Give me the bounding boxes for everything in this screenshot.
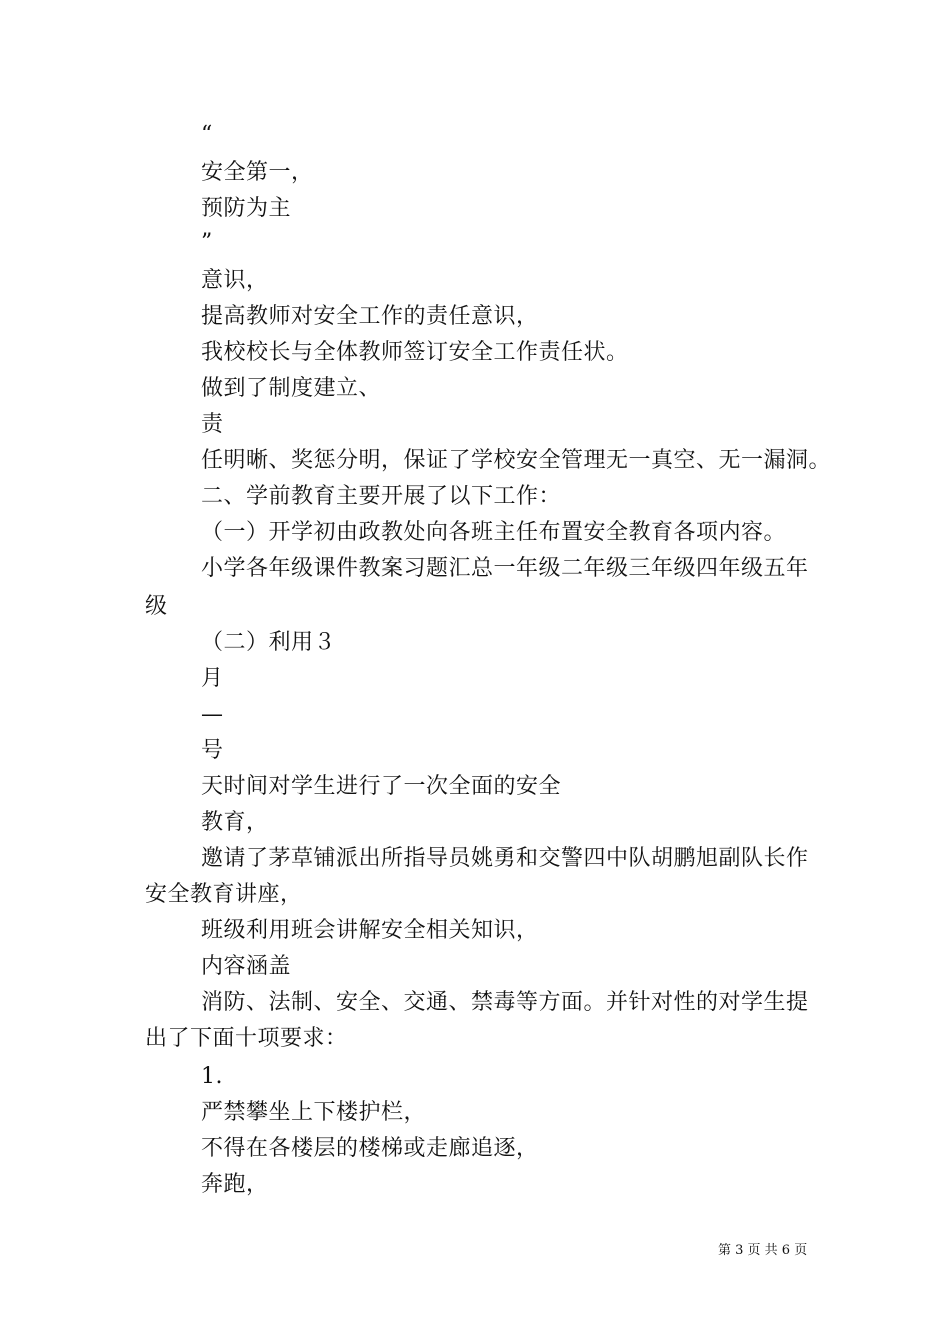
text-line: 1. — [201, 1064, 223, 1089]
text-line: 安全教育讲座， — [145, 882, 303, 907]
text-line: 安全第一， — [201, 160, 314, 185]
text-line: （二）利用３ — [201, 630, 337, 655]
text-line: 任明晰、奖惩分明，保证了学校安全管理无一真空、无一漏洞。 — [201, 448, 832, 473]
text-line: 我校校长与全体教师签订安全工作责任状。 — [201, 340, 629, 365]
text-line: 意识， — [201, 268, 269, 293]
text-line: 班级利用班会讲解安全相关知识， — [201, 918, 539, 943]
text-line: （一）开学初由政教处向各班主任布置安全教育各项内容。 — [201, 520, 787, 545]
text-line: 号 — [201, 738, 224, 763]
text-line: ” — [201, 230, 213, 255]
text-line: 奔跑， — [201, 1172, 269, 1197]
text-line: 教育， — [201, 810, 269, 835]
text-line: 月 — [201, 666, 224, 691]
text-line: 邀请了茅草铺派出所指导员姚勇和交警四中队胡鹏旭副队长作 — [201, 846, 809, 871]
text-line: 出了下面十项要求： — [145, 1026, 348, 1051]
text-line: 责 — [201, 412, 224, 437]
text-line: 严禁攀坐上下楼护栏， — [201, 1100, 427, 1125]
text-line: 天时间对学生进行了一次全面的安全 — [201, 774, 562, 799]
text-line: 二、学前教育主要开展了以下工作： — [201, 484, 562, 509]
text-line: — — [201, 702, 224, 727]
text-line: 不得在各楼层的楼梯或走廊追逐， — [201, 1136, 539, 1161]
text-line: 消防、法制、安全、交通、禁毒等方面。并针对性的对学生提 — [201, 990, 809, 1015]
text-line: 预防为主 — [201, 196, 292, 221]
text-line: “ — [201, 122, 213, 147]
text-line: 内容涵盖 — [201, 954, 292, 979]
text-line: 级 — [145, 594, 168, 619]
text-line: 提高教师对安全工作的责任意识， — [201, 304, 539, 329]
text-line: 小学各年级课件教案习题汇总一年级二年级三年级四年级五年 — [201, 556, 809, 581]
page-number-footer: 第 3 页 共 6 页 — [718, 1243, 808, 1258]
text-line: 做到了制度建立、 — [201, 376, 382, 401]
